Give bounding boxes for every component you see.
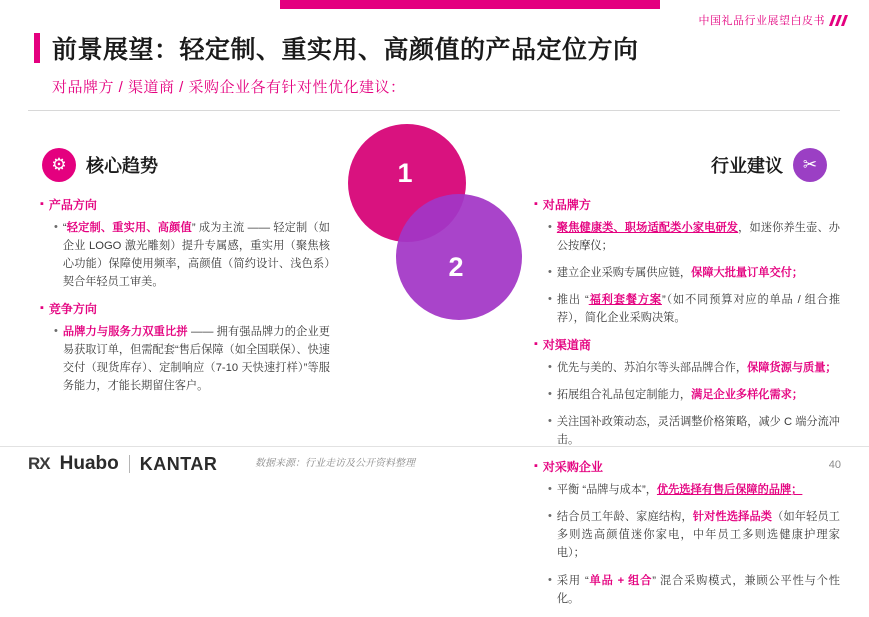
list-item — [548, 264, 840, 282]
list-item — [548, 508, 840, 562]
footer-divider — [0, 446, 869, 447]
highlight-span: 单品 + 组合 — [588, 574, 653, 587]
header-brand-text: 中国礼品行业展望白皮书 — [698, 15, 825, 27]
list-item — [548, 219, 840, 255]
content-group — [534, 336, 840, 449]
highlight-span: 轻定制、重实用、高颜值 — [66, 221, 192, 234]
text-span: 优先与美的、苏泊尔等头部品牌合作， — [556, 361, 748, 374]
text-span: 结合员工年龄、家庭结构， — [556, 511, 693, 524]
list-item — [548, 413, 840, 449]
bullet-icon: ▪ — [40, 198, 44, 210]
highlight-span: 针对性选择品类 — [692, 511, 773, 524]
list-item-text — [557, 572, 840, 608]
list-item-text — [557, 386, 803, 404]
text-span: ” 混合采购模式，兼顾公平性与个性化。 — [556, 574, 840, 605]
list-item — [548, 359, 840, 377]
list-item-text — [63, 219, 330, 292]
header-accent-bar — [280, 0, 660, 9]
bullet-icon: • — [548, 220, 552, 233]
circle-badge-1-label: 1 — [397, 157, 413, 188]
footer-logos — [28, 453, 217, 475]
bullet-icon: • — [548, 388, 552, 401]
gear-icon: ⚙ — [42, 148, 76, 182]
page-title-text: 前景展望：轻定制、重实用、高颜值的产品定位方向 — [52, 36, 639, 64]
left-section-header — [42, 148, 158, 182]
text-span: 拓展组合礼品包定制能力， — [556, 389, 692, 402]
group-heading — [534, 458, 840, 477]
bullet-icon: ▪ — [534, 198, 538, 210]
slashes-icon — [831, 15, 853, 26]
group-heading — [534, 336, 840, 355]
content-group — [40, 196, 330, 291]
header-bar — [0, 0, 869, 12]
left-section-title: 核心趋势 — [86, 156, 158, 176]
content-group — [534, 458, 840, 607]
group-heading — [534, 196, 840, 215]
group-heading — [40, 300, 330, 319]
page-number: 40 — [828, 459, 841, 471]
list-item — [548, 481, 840, 499]
tools-icon: ✂ — [793, 148, 827, 182]
list-item — [548, 291, 840, 327]
list-item-text — [557, 481, 803, 499]
content-group — [534, 196, 840, 327]
logo-separator — [129, 455, 130, 473]
bullet-icon: • — [548, 415, 552, 428]
text-span: 推出 “ — [556, 294, 589, 307]
text-span: ”（如不同预算对应的单品 / 组合推荐），简化企业采购决策。 — [556, 294, 841, 325]
list-item — [548, 572, 840, 608]
text-span: 关注国补政策动态，灵活调整价格策略，减少 C 端分流冲击。 — [556, 416, 840, 447]
list-item-text — [557, 359, 837, 377]
list-item-text — [63, 323, 330, 396]
bullet-icon: • — [54, 324, 58, 337]
text-span: ” 成为主流 —— 轻定制（如企业 LOGO 激光雕刻）提升专属感，重实用（聚焦核心功能）保障使用频率，高颜值（简约设计、浅色系）契合年轻员工审美。 — [62, 221, 330, 289]
list-item-text — [557, 508, 840, 562]
bullet-icon: • — [548, 293, 552, 306]
group-heading-label: 对渠道商 — [542, 338, 591, 353]
highlight-span: 聚焦健康类、职场适配类小家电研发 — [556, 221, 739, 234]
text-span: （如年轻员工多则选高颜值迷你家电，中年员工多则选健康护理家电）； — [556, 511, 840, 560]
text-span: 采用 “ — [556, 574, 589, 587]
bullet-icon: • — [548, 573, 552, 586]
group-heading-label: 对采购企业 — [542, 460, 603, 475]
bullet-icon: ▪ — [534, 460, 538, 473]
rx-logo: RX — [28, 454, 50, 473]
group-heading-label: 竞争方向 — [48, 302, 97, 317]
group-heading-label: 对品牌方 — [542, 198, 591, 212]
list-item — [54, 323, 330, 396]
text-span: —— 拥有强品牌力的企业更易获取订单，但需配套“售后保障（如全国联保）、快速交付（现货库存）、定制响应（7-10 天快速打样）”等服务能力，才能长期留住客户。 — [62, 325, 330, 393]
right-content-column — [534, 196, 840, 617]
circle-badge-2-label: 2 — [448, 251, 464, 282]
bullet-icon: • — [548, 483, 552, 496]
highlight-span: 福利套餐方案 — [588, 294, 662, 307]
header-brand — [699, 12, 854, 28]
highlight-span: 保障大批量订单交付； — [691, 266, 804, 279]
left-content-column — [40, 196, 330, 404]
header-divider — [28, 110, 840, 111]
kantar-logo: KANTAR — [139, 453, 218, 474]
right-section-header — [711, 148, 827, 182]
bullet-icon: • — [548, 265, 552, 278]
bullet-icon: ▪ — [40, 302, 44, 315]
page-subtitle: 对品牌方 / 渠道商 / 采购企业各有针对性优化建议： — [52, 79, 406, 96]
title-accent-bar — [34, 33, 40, 63]
highlight-span: 品牌力与服务力双重比拼 — [62, 325, 188, 338]
circle-badge-2 — [396, 194, 522, 320]
bullet-icon: • — [54, 220, 58, 233]
text-span: 平衡 “品牌与成本”， — [556, 484, 657, 497]
text-span: ，如迷你养生壶、办公按摩仪； — [556, 221, 840, 252]
list-item-text — [557, 291, 840, 327]
source-note: 数据来源：行业走访及公开资料整理 — [255, 458, 415, 469]
huabo-logo: Huabo — [59, 453, 119, 474]
bullet-icon: ▪ — [534, 338, 538, 351]
highlight-span: 满足企业多样化需求； — [691, 389, 804, 402]
right-section-title: 行业建议 — [711, 156, 783, 176]
text-span: 建立企业采购专属供应链， — [556, 266, 692, 279]
text-span: “ — [62, 221, 67, 234]
list-item-text — [557, 413, 840, 449]
group-heading — [40, 196, 330, 215]
list-item — [54, 219, 330, 292]
content-group — [40, 300, 330, 395]
list-item-text — [557, 219, 840, 255]
list-item — [548, 386, 840, 404]
bullet-icon: • — [548, 510, 552, 523]
group-heading-label: 产品方向 — [48, 198, 97, 212]
highlight-span: 保障货源与质量； — [747, 361, 837, 374]
highlight-span: 优先选择有售后保障的品牌； — [656, 484, 803, 497]
list-item-text — [557, 264, 803, 282]
bullet-icon: • — [548, 360, 552, 373]
page-title — [34, 30, 639, 66]
